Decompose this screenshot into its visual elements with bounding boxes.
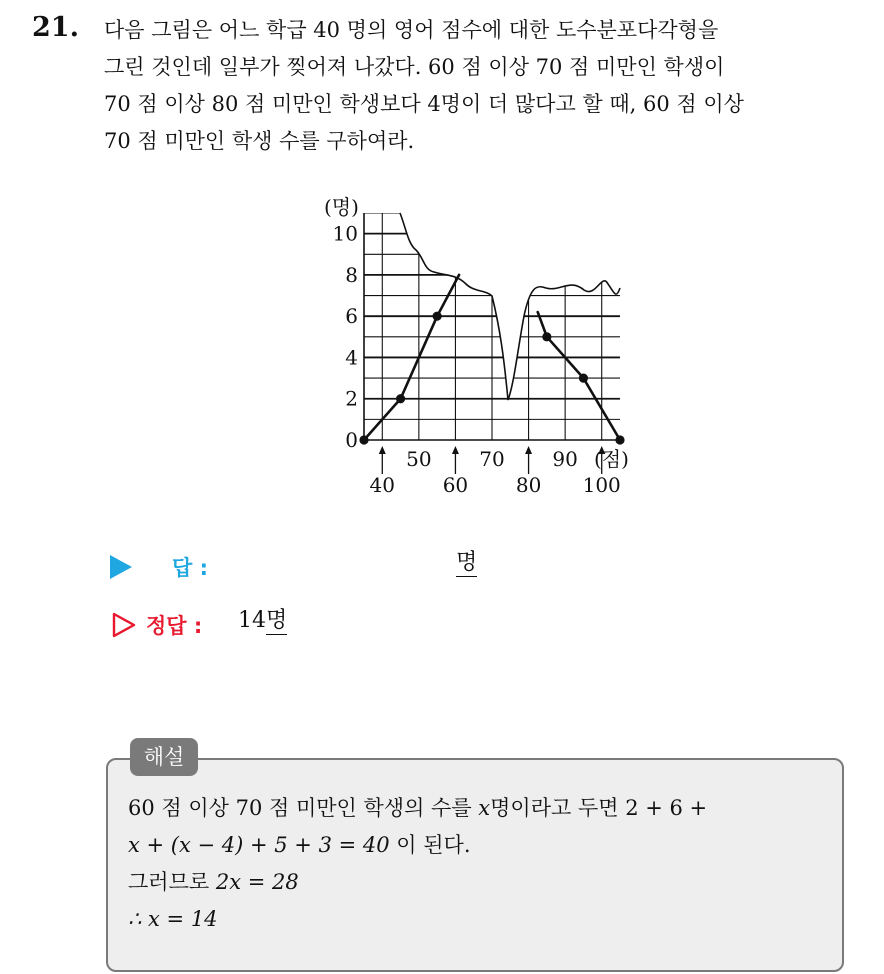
- x-tick-label: 60: [442, 473, 469, 497]
- explanation-line-3: 그러므로 2x = 28: [128, 870, 299, 894]
- up-arrow-icon: [379, 446, 386, 454]
- answer-row: [110, 548, 610, 588]
- correct-label: 정답 :: [146, 614, 203, 638]
- y-axis-label: (명): [324, 195, 359, 219]
- x-tick-label: 40: [369, 473, 396, 497]
- question-line: 70 점 미만인 학생 수를 구하여라.: [104, 129, 415, 153]
- up-arrow-icon: [525, 446, 532, 454]
- answer-unit: 명: [456, 550, 478, 575]
- outline-triangle-icon: [112, 612, 136, 638]
- up-arrow-icon: [452, 446, 459, 454]
- y-tick-label: 8: [345, 262, 358, 287]
- question-text: [104, 12, 874, 160]
- y-tick-label: 4: [345, 345, 358, 370]
- x-tick-label: 70: [479, 447, 505, 471]
- question-line: 70 점 이상 80 점 미만인 학생보다 4명이 더 많다고 할 때, 60 점 이상: [104, 92, 744, 116]
- correct-unit: 명: [266, 608, 288, 633]
- y-tick-label: 2: [345, 386, 358, 411]
- grid-region: [364, 213, 620, 440]
- correct-value: 14: [238, 608, 266, 633]
- question-number: 21.: [32, 12, 79, 43]
- y-tick-label: 0: [345, 428, 358, 452]
- x-tick-label: 80: [515, 473, 542, 497]
- x-tick-label: 50: [406, 447, 432, 471]
- x-axis-label: (점): [594, 447, 629, 471]
- y-tick-label: 6: [345, 304, 358, 329]
- y-tick-label: 10: [332, 221, 358, 246]
- data-point: [433, 312, 442, 321]
- data-point: [359, 435, 368, 444]
- explanation-tag: 해설: [130, 738, 198, 776]
- explanation-text: [128, 790, 838, 938]
- answer-label: 답 :: [172, 556, 208, 580]
- x-tick-label: 90: [552, 447, 578, 471]
- question-line: 다음 그림은 어느 학급 40 명의 영어 점수에 대한 도수분포다각형을: [104, 18, 719, 42]
- explanation-line-2: x + (x − 4) + 5 + 3 = 40 이 된다.: [128, 833, 471, 857]
- explanation-line-4: ∴ x = 14: [128, 907, 218, 931]
- data-point: [542, 332, 551, 341]
- correct-answer-row: [110, 606, 610, 646]
- data-point: [396, 394, 405, 403]
- play-triangle-icon: [110, 555, 132, 579]
- question-line: 그린 것인데 일부가 찢어져 나갔다. 60 점 이상 70 점 미만인 학생이: [104, 55, 725, 79]
- frequency-polygon-chart: [316, 188, 646, 500]
- data-point: [579, 373, 588, 382]
- x-tick-label: 100: [582, 473, 621, 497]
- explanation-line-1: 60 점 이상 70 점 미만인 학생의 수를 x명이라고 두면 2 + 6 +: [128, 796, 708, 820]
- data-point: [615, 435, 624, 444]
